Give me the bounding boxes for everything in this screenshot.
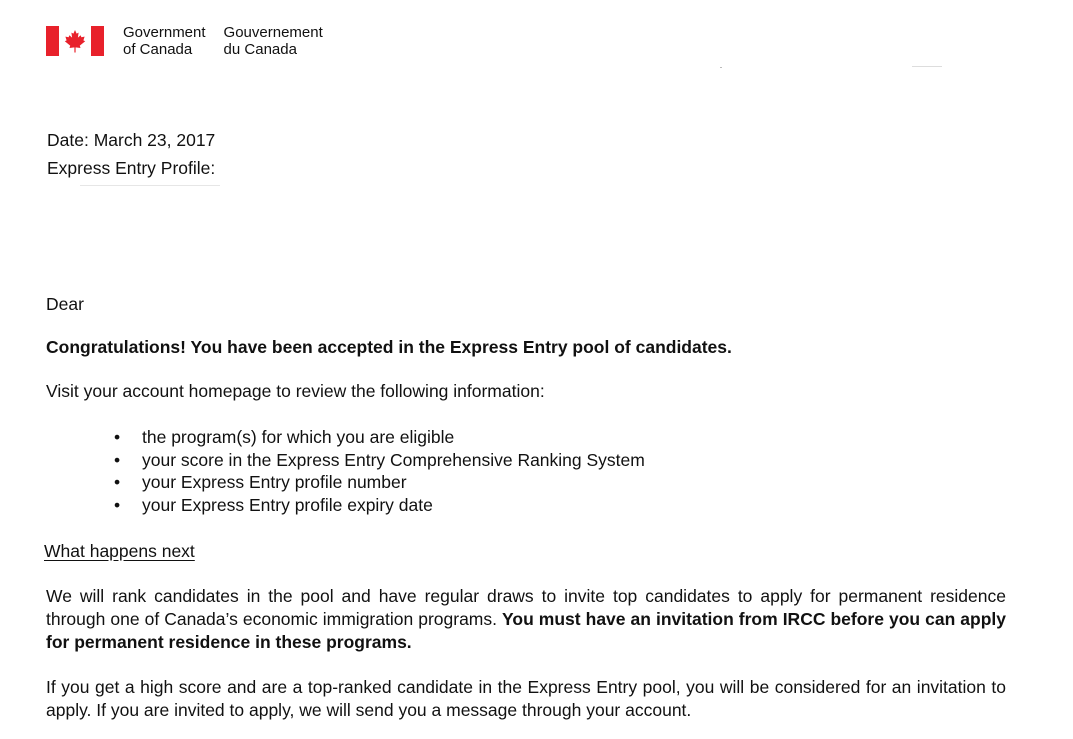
bullet-icon: •	[114, 449, 121, 470]
section-heading-what-happens-next: What happens next	[44, 541, 195, 561]
list-item-text: your Express Entry profile number	[142, 472, 407, 493]
bullet-icon: •	[114, 472, 121, 493]
profile-label: Express Entry Profile:	[47, 158, 216, 178]
letter-date: Date: March 23, 2017	[47, 130, 216, 150]
government-signature	[46, 24, 323, 60]
list-item	[114, 449, 645, 472]
scan-speck	[720, 67, 722, 68]
wordmark	[123, 24, 323, 58]
list-item	[114, 471, 645, 494]
invitation-paragraph: If you get a high score and are a top-ranked candidate in the Express Entry pool, you will be considered for an invitation to apply. If you are invited to apply, we will send you a message through your account.	[46, 677, 1006, 720]
list-item-text: the program(s) for which you are eligible	[142, 427, 455, 447]
bullet-icon: •	[114, 495, 121, 516]
ranking-paragraph	[46, 585, 1006, 654]
visit-instruction: Visit your account homepage to review the following information:	[46, 381, 545, 401]
info-list	[114, 426, 645, 517]
wordmark-french	[224, 24, 323, 58]
list-item	[114, 426, 645, 449]
wordmark-english	[123, 24, 206, 58]
bullet-icon: •	[114, 427, 121, 447]
list-item	[114, 494, 645, 517]
scan-speck	[80, 185, 220, 186]
wordmark-en-line2: of Canada	[123, 41, 193, 58]
congratulations-heading: Congratulations! You have been accepted in the Express Entry pool of candidates.	[46, 337, 732, 357]
list-item-text: your score in the Express Entry Comprehensive Ranking System	[142, 449, 645, 470]
letter-meta	[47, 126, 215, 182]
wordmark-fr-line1: Gouvernement	[223, 24, 323, 41]
ranking-paragraph-text: We will rank candidates in the pool and have regular draws to invite top candidates to apply for permanent residence through one of Canada’s economic immigration programs.	[46, 586, 1006, 629]
salutation: Dear	[46, 294, 84, 314]
wordmark-en-line1: Government	[123, 24, 206, 41]
canada-flag-icon	[46, 26, 104, 56]
list-item-text: your Express Entry profile expiry date	[142, 495, 433, 516]
scan-speck	[912, 66, 942, 67]
invitation-requirement: You must have an invitation from IRCC before you can apply for permanent residence in these programs.	[46, 609, 1007, 652]
wordmark-fr-line2: du Canada	[223, 41, 297, 58]
